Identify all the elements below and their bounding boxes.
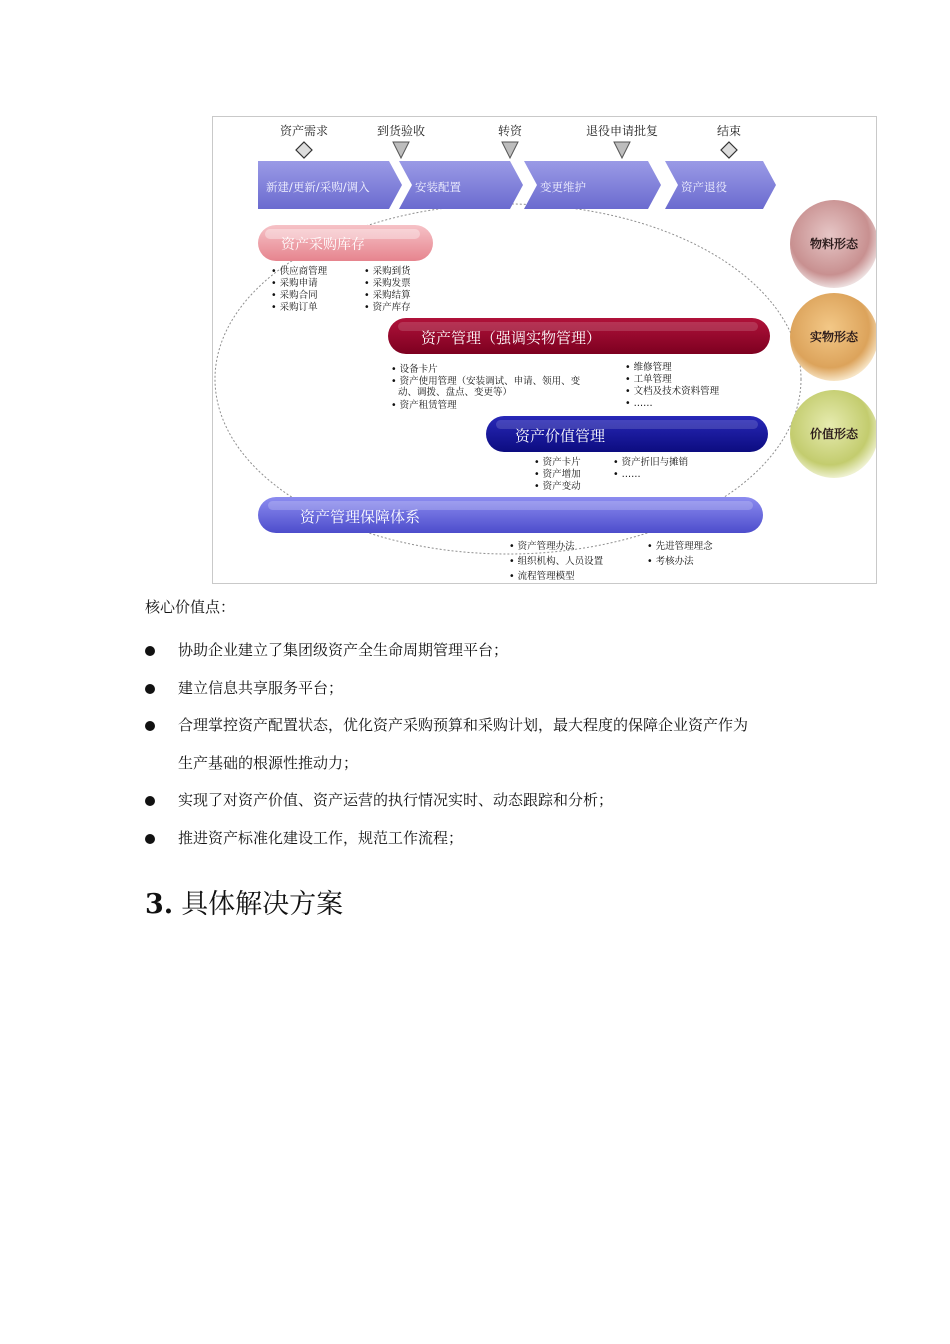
milestone-label: 到货验收 <box>376 124 426 138</box>
milestone-1 <box>280 123 328 158</box>
proc-item-4: • 采购订单 <box>271 302 318 313</box>
down-triangle-icon <box>393 142 409 158</box>
am-item-3: 动、调拨、盘点、变更等） <box>398 387 513 398</box>
list-item-continuation <box>145 745 845 783</box>
sup-item-5: • 考核办法 <box>647 556 694 567</box>
asset-mgmt-title: 资产管理（强调实物管理） <box>421 329 602 347</box>
vm-item-3: • 资产变动 <box>534 481 581 492</box>
list-item <box>145 670 845 708</box>
am-item-8: • …… <box>625 398 653 409</box>
sup-item-3: • 流程管理模型 <box>509 571 575 582</box>
process-step-label: 安装配置 <box>415 180 461 194</box>
state-label: 实物形态 <box>809 330 859 344</box>
am-item-4: • 资产租赁管理 <box>391 400 457 411</box>
process-step-2 <box>399 161 523 209</box>
list-item <box>145 707 845 745</box>
sup-item-1: • 资产管理办法 <box>509 541 575 552</box>
process-step-label: 变更维护 <box>540 180 586 194</box>
list-item-text: 生产基础的根源性推动力； <box>178 753 359 772</box>
list-item-text: 实现了对资产价值、资产运营的执行情况实时、动态跟踪和分析； <box>178 791 614 809</box>
milestone-label: 退役申请批复 <box>585 124 659 138</box>
bullet-icon <box>145 796 155 806</box>
milestone-4 <box>586 123 658 158</box>
bullet-icon <box>145 721 155 731</box>
am-item-1: • 设备卡片 <box>391 364 438 375</box>
list-item-text: 建立信息共享服务平台； <box>178 678 344 697</box>
support-items <box>509 540 713 582</box>
value-mgmt-items <box>534 456 688 492</box>
am-item-7: • 文档及技术资料管理 <box>625 386 720 397</box>
down-triangle-icon <box>502 142 518 158</box>
asset-mgmt-bar <box>388 318 770 354</box>
state-label: 物料形态 <box>809 237 859 251</box>
bullet-icon <box>145 646 155 656</box>
section-heading <box>145 882 343 921</box>
process-step-1 <box>258 161 402 209</box>
vm-item-4: • 资产折旧与摊销 <box>613 457 689 468</box>
list-item <box>145 632 845 670</box>
milestone-label: 转资 <box>497 124 523 138</box>
list-item-text: 合理掌控资产配置状态，优化资产采购预算和采购计划，最大程度的保障企业资产作为 <box>178 716 749 734</box>
diagram-canvas <box>213 117 876 583</box>
core-value-list <box>145 632 845 857</box>
asset-lifecycle-diagram <box>212 116 877 584</box>
vm-item-5: • …… <box>613 469 641 480</box>
proc-item-3: • 采购合同 <box>271 290 318 301</box>
list-item <box>145 782 845 820</box>
state-material <box>790 200 876 288</box>
procurement-bar <box>258 225 433 261</box>
sup-item-4: • 先进管理理念 <box>647 541 713 552</box>
list-item-text: 推进资产标准化建设工作，规范工作流程； <box>178 828 464 847</box>
milestone-label: 结束 <box>716 124 742 138</box>
process-step-label: 资产退役 <box>681 180 727 194</box>
proc-item-8: • 资产库存 <box>364 302 411 313</box>
proc-item-1: • 供应商管理 <box>271 266 328 277</box>
list-item-text: 协助企业建立了集团级资产全生命周期管理平台； <box>178 641 509 659</box>
am-item-6: • 工单管理 <box>625 374 672 385</box>
milestone-label: 资产需求 <box>279 124 329 138</box>
support-title: 资产管理保障体系 <box>300 508 421 526</box>
proc-item-7: • 采购结算 <box>364 290 411 301</box>
sup-item-2: • 组织机构、人员设置 <box>509 556 604 567</box>
state-label: 价值形态 <box>809 427 859 441</box>
state-value <box>790 390 876 478</box>
milestone-2 <box>377 123 425 158</box>
value-mgmt-title: 资产价值管理 <box>515 427 606 445</box>
vm-item-1: • 资产卡片 <box>534 457 581 468</box>
value-mgmt-bar <box>486 416 768 452</box>
milestone-5 <box>717 123 741 158</box>
state-physical <box>790 293 876 381</box>
bullet-icon <box>145 834 155 844</box>
proc-item-6: • 采购发票 <box>364 278 411 289</box>
section-title: 具体解决方案 <box>181 889 344 920</box>
diamond-icon <box>721 142 737 158</box>
procurement-items <box>271 265 411 313</box>
milestone-3 <box>498 123 523 158</box>
asset-mgmt-items <box>391 361 720 411</box>
support-bar <box>258 497 763 533</box>
am-item-5: • 维修管理 <box>625 362 672 373</box>
core-value-label: 核心价值点： <box>145 598 236 616</box>
diamond-icon <box>296 142 312 158</box>
process-step-4 <box>665 161 776 209</box>
proc-item-2: • 采购申请 <box>271 278 318 289</box>
down-triangle-icon <box>614 142 630 158</box>
am-item-2: • 资产使用管理（安装调试、申请、领用、变 <box>391 376 581 387</box>
proc-item-5: • 采购到货 <box>364 266 411 277</box>
section-number: 3. <box>145 889 174 920</box>
list-item <box>145 820 845 858</box>
bullet-icon <box>145 684 155 694</box>
vm-item-2: • 资产增加 <box>534 469 581 480</box>
procurement-title: 资产采购库存 <box>281 237 365 253</box>
process-step-3 <box>524 161 661 209</box>
process-step-label: 新建/更新/采购/调入 <box>266 180 370 194</box>
